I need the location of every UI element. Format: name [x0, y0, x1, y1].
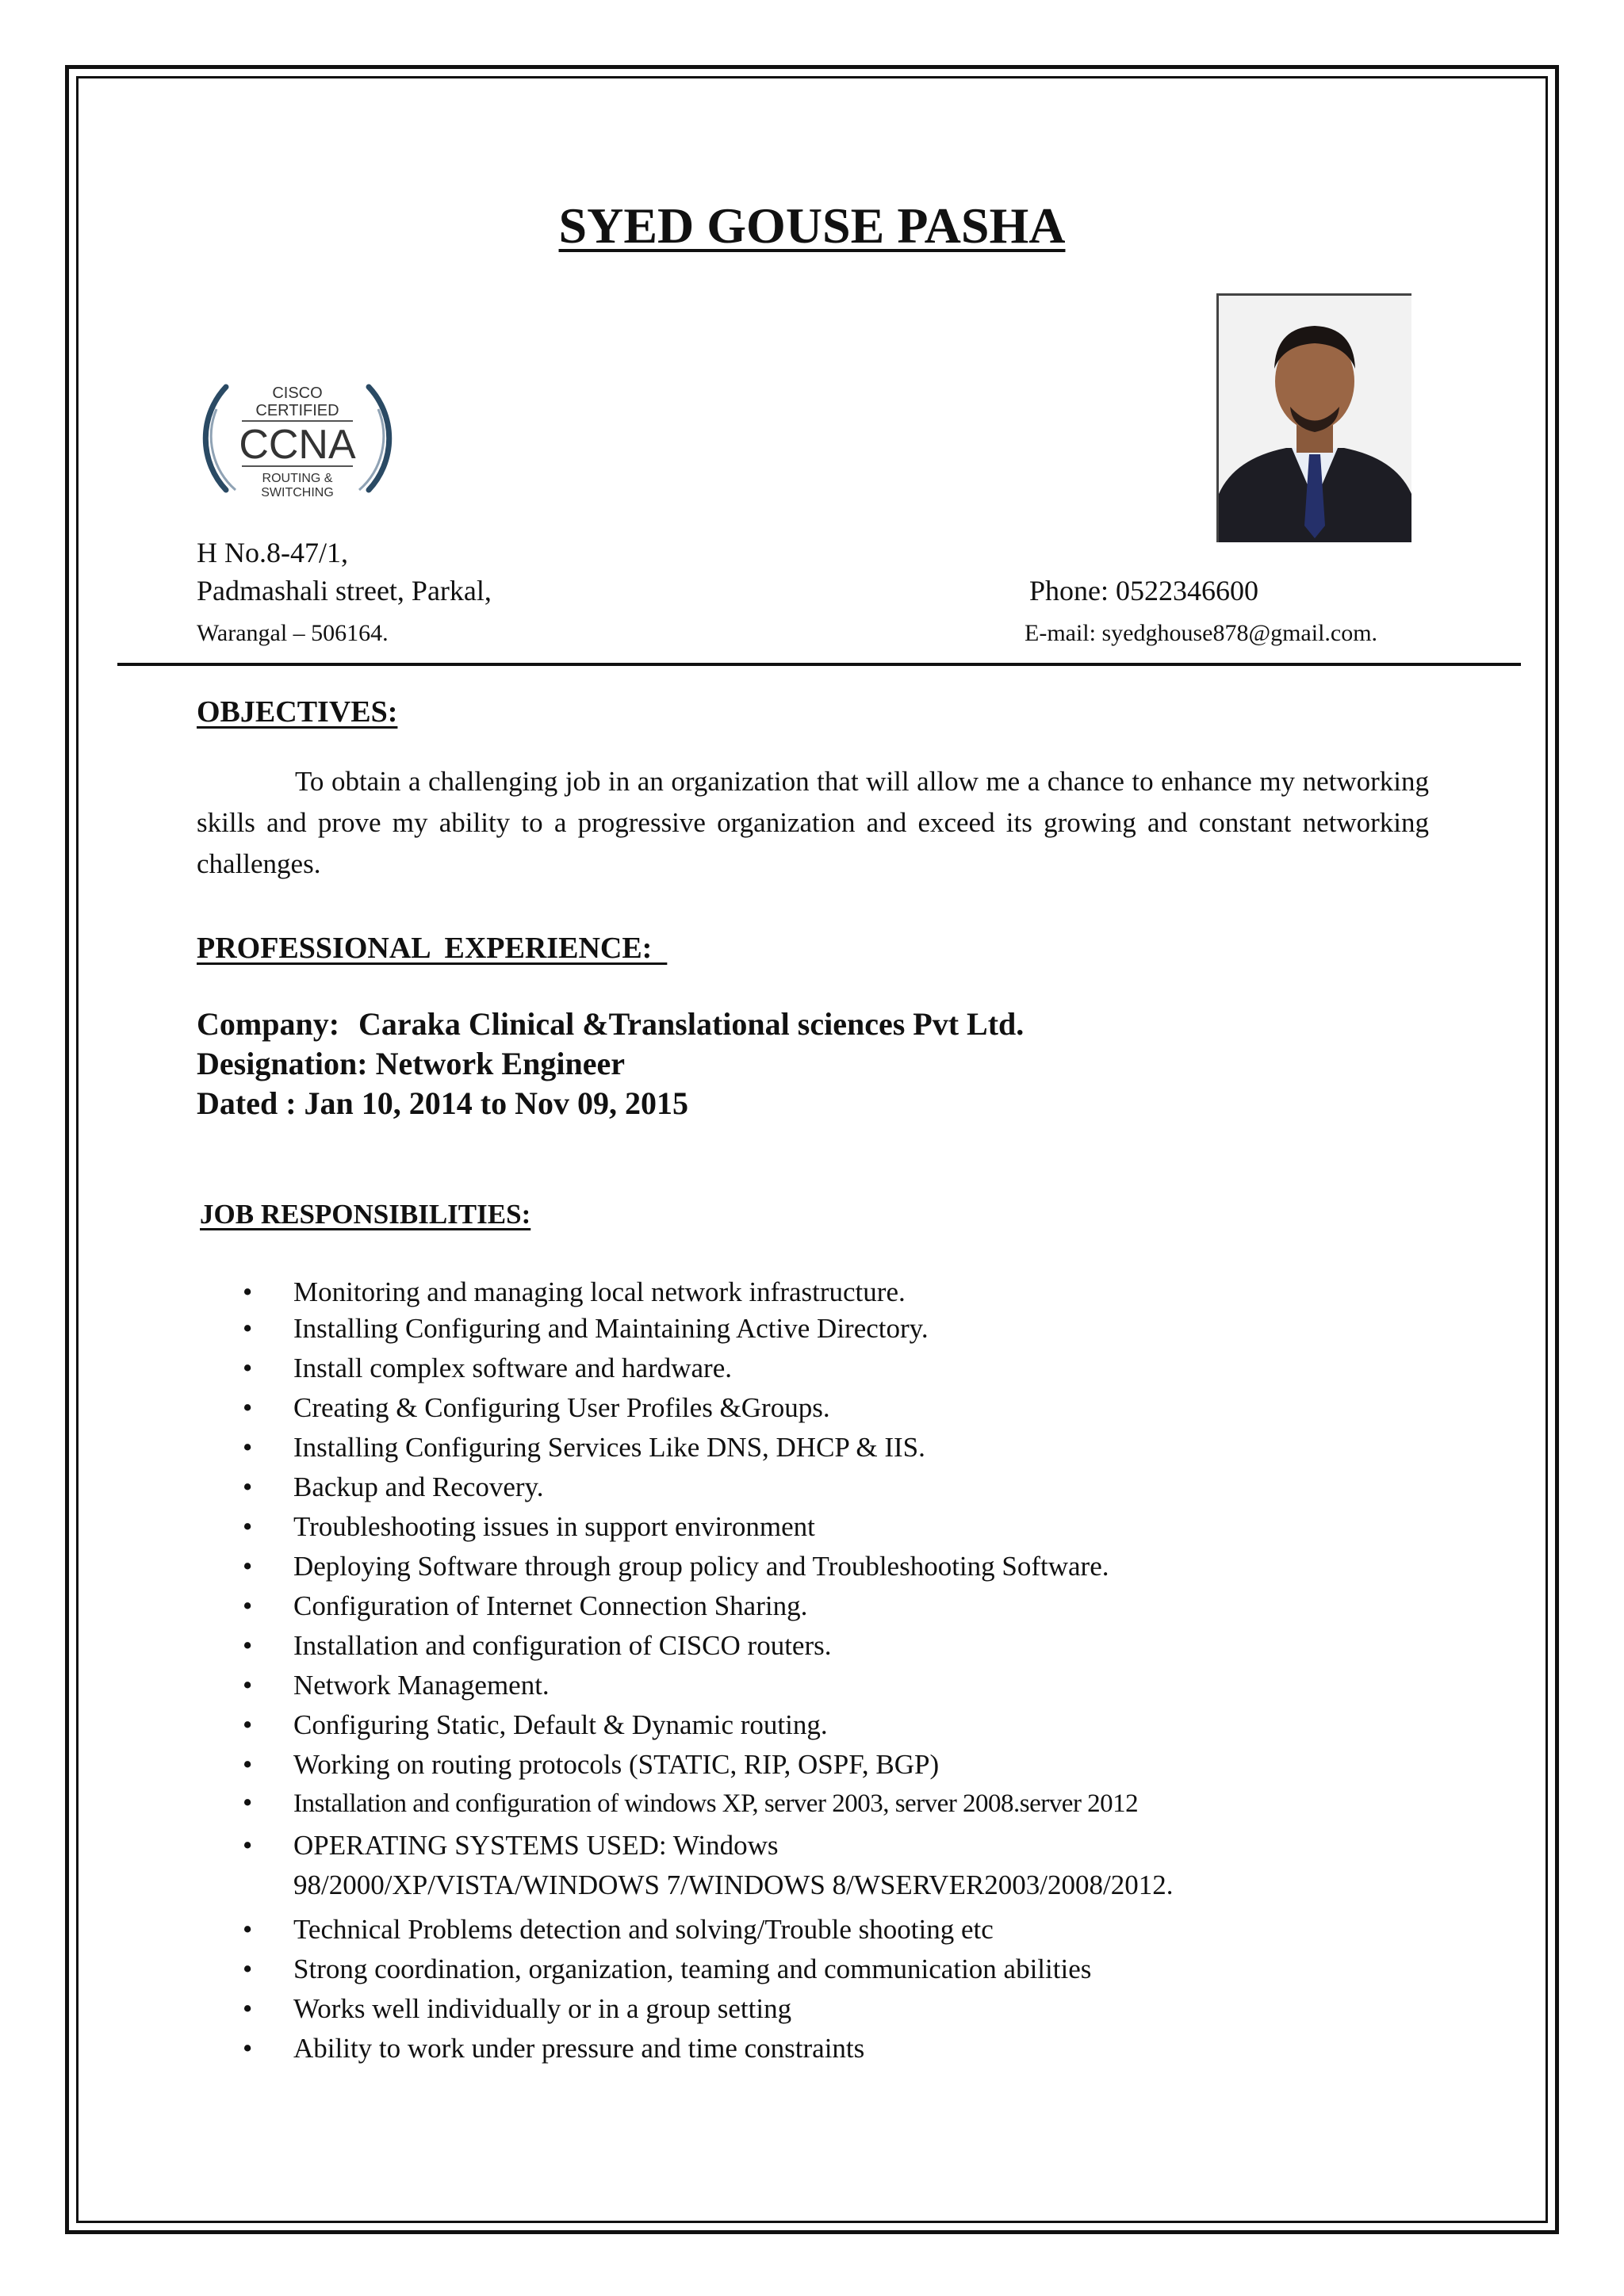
list-item: • Troubleshooting issues in support environment	[243, 1511, 815, 1542]
logo-text-switching: SWITCHING	[261, 486, 334, 499]
logo-text-certified: CERTIFIED	[255, 402, 339, 419]
phone-number: Phone: 0522346600	[1029, 575, 1259, 607]
email-address: E-mail: syedghouse878@gmail.com.	[1025, 620, 1378, 646]
list-item: • Ability to work under pressure and time constraints	[243, 2033, 865, 2064]
address-line-3: Warangal – 506164.	[197, 620, 389, 646]
company-name: Caraka Clinical &Translational sciences Pvt Ltd.	[358, 1006, 1025, 1042]
list-item: • Deploying Software through group policy and Troubleshooting Software.	[243, 1551, 1109, 1582]
list-item: • Strong coordination, organization, teaming and communication abilities	[243, 1954, 1092, 1984]
address-line-1: H No.8-47/1,	[197, 537, 348, 568]
logo-text-cisco: CISCO	[272, 385, 323, 402]
responsibilities-list	[243, 1276, 1174, 2072]
objectives-text: To obtain a challenging job in an organization that will allow me a chance to enhance my networking skills and prove my ability to a progressive organization and exceed its growing and constant networking challenges.	[197, 766, 1429, 879]
list-item: • Works well individually or in a group setting	[243, 1993, 792, 2024]
list-item-operating-systems: • OPERATING SYSTEMS USED: Windows 98/2000/XP/VISTA/WINDOWS 7/WINDOWS 8/WSERVER2003/2008/2012.	[243, 1830, 1174, 1900]
ccna-logo	[194, 371, 400, 506]
list-item: • Installing Configuring and Maintaining Active Directory.	[243, 1313, 929, 1344]
list-item: • Working on routing protocols (STATIC, RIP, OSPF, BGP)	[243, 1749, 940, 1780]
list-item: • Monitoring and managing local network infrastructure.	[243, 1276, 906, 1307]
list-item: • Configuring Static, Default & Dynamic routing.	[243, 1709, 828, 1740]
dated-line: Dated : Jan 10, 2014 to Nov 09, 2015	[197, 1085, 688, 1121]
list-item: • Creating & Configuring User Profiles &Groups.	[243, 1392, 830, 1423]
list-item: • Installation and configuration of windows XP, server 2003, server 2008.server 2012	[243, 1787, 1139, 1818]
company-label: Company:	[197, 1006, 340, 1042]
list-item: • Network Management.	[243, 1670, 550, 1701]
company-line	[197, 1005, 1024, 1043]
header-divider	[117, 663, 1521, 666]
list-item: • Install complex software and hardware.	[243, 1353, 732, 1383]
logo-text-routing: ROUTING &	[262, 472, 333, 485]
list-item: • Installing Configuring Services Like DNS, DHCP & IIS.	[243, 1432, 925, 1463]
list-item: • Technical Problems detection and solving/Trouble shooting etc	[243, 1914, 994, 1945]
designation-line: Designation: Network Engineer	[197, 1046, 625, 1081]
candidate-name: SYED GOUSE PASHA	[558, 197, 1066, 254]
profile-photo	[1216, 293, 1411, 542]
responsibilities-heading: JOB RESPONSIBILITIES:	[200, 1199, 531, 1230]
experience-heading: PROFESSIONAL EXPERIENCE:	[197, 932, 668, 965]
os-continuation: 98/2000/XP/VISTA/WINDOWS 7/WINDOWS 8/WSERVER2003/2008/2012.	[293, 1869, 1174, 1900]
list-item: • Backup and Recovery.	[243, 1471, 544, 1502]
resume-title	[0, 197, 1624, 255]
logo-text-ccna: CCNA	[239, 422, 356, 468]
objectives-heading: OBJECTIVES:	[197, 695, 398, 729]
list-item: • Configuration of Internet Connection Sharing.	[243, 1590, 808, 1621]
list-item: • Installation and configuration of CISCO routers.	[243, 1630, 832, 1661]
address-line-2: Padmashali street, Parkal,	[197, 575, 492, 607]
